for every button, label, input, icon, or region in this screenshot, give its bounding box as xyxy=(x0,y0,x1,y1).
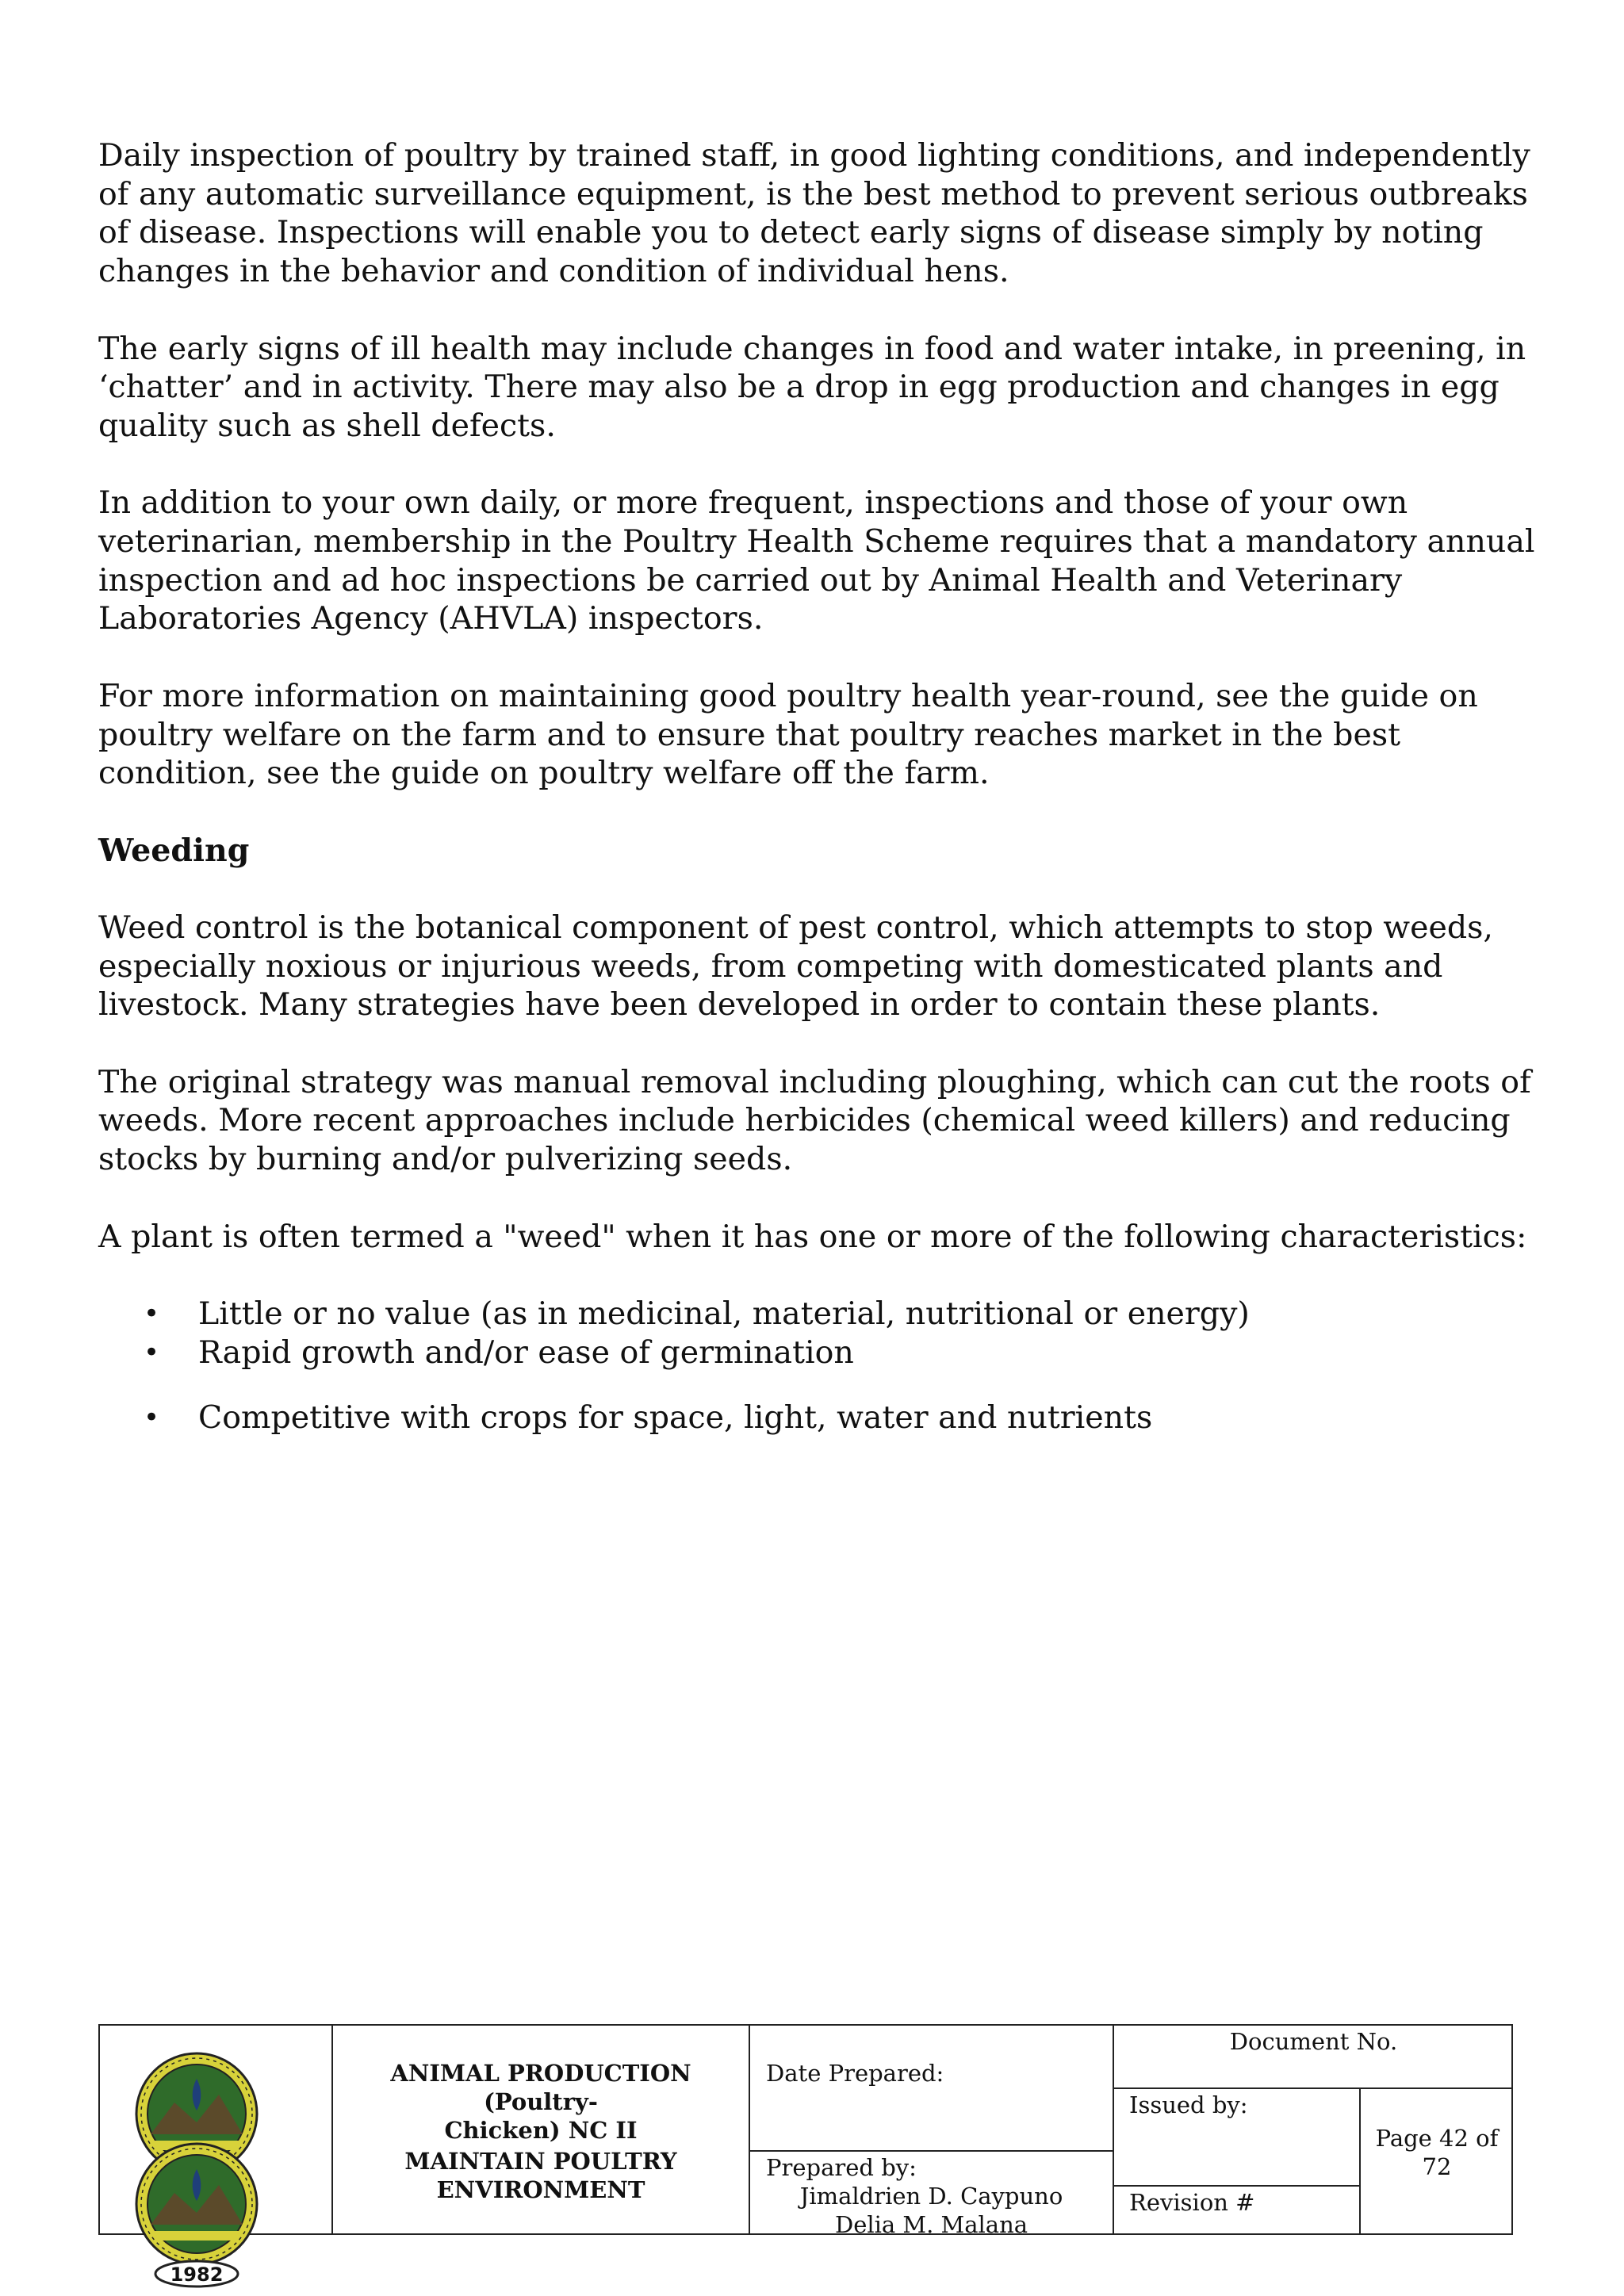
list-item: • Little or no value (as in medicinal, material, nutritional or energy) xyxy=(144,1295,1250,1332)
date-prepared-label: Date Prepared: xyxy=(766,2060,944,2087)
preparer-names: Jimaldrien D. Caypuno Delia M. Malana xyxy=(799,2183,1063,2238)
footer-course-title: ANIMAL PRODUCTION (Poultry- Chicken) NC II xyxy=(390,2060,691,2144)
document-number-label: Document No. xyxy=(1229,2028,1398,2055)
paragraph-health-scheme: In addition to your own daily, or more frequent, inspections and those of your own veterinarian, membership in the Poultry Health Scheme requires that a mandatory annual inspection and ad hoc inspections be carried out by Animal Health and Veterinary Laboratories Agency (AHVLA) inspectors. xyxy=(98,484,1535,637)
paragraph-daily-inspection: Daily inspection of poultry by trained staff, in good lighting conditions, and independently of any automatic surveillance equipment, is the best method to prevent serious outbreaks of disease. Inspections will enable you to detect early signs of disease simply by noting changes in the behavior and condition of individual hens. xyxy=(98,137,1530,290)
footer-divider xyxy=(1113,2185,1359,2187)
paragraph-weed-control: Weed control is the botanical component of pest control, which attempts to stop weeds, especially noxious or injurious weeds, from competing with domesticated plants and livestock. Many strategies have been developed in order to contain these plants. xyxy=(98,909,1493,1024)
document-body xyxy=(98,136,1542,1437)
footer-module-title: MAINTAIN POULTRY ENVIRONMENT xyxy=(404,2148,677,2203)
school-seal-icon xyxy=(119,2137,274,2296)
footer-divider xyxy=(749,2150,1113,2152)
footer-divider xyxy=(1113,2087,1513,2089)
bullet-glyph: • xyxy=(144,1297,160,1330)
bullet-glyph: • xyxy=(144,1402,160,1434)
prepared-by-label: Prepared by: xyxy=(766,2154,917,2181)
issued-by-label: Issued by: xyxy=(1129,2091,1248,2118)
revision-label: Revision # xyxy=(1129,2189,1255,2216)
page-number: Page 42 of 72 xyxy=(1375,2125,1499,2180)
document-footer-table xyxy=(98,2024,1513,2238)
paragraph-weed-definition: A plant is often termed a "weed" when it has one or more of the following characteristics: xyxy=(98,1218,1527,1255)
section-heading-weeding: Weeding xyxy=(98,832,250,869)
list-item: • Rapid growth and/or ease of germination xyxy=(144,1334,854,1371)
weed-characteristics-list xyxy=(98,1295,1542,1437)
footer-divider xyxy=(1113,2026,1114,2233)
seal-year: 1982 xyxy=(170,2263,224,2286)
list-item: • Competitive with crops for space, light, water and nutrients xyxy=(144,1399,1153,1437)
paragraph-more-information: For more information on maintaining good poultry health year-round, see the guide on poultry welfare on the farm and to ensure that poultry reaches market in the best condition, see the guide on poultry welfare off the farm. xyxy=(98,677,1478,792)
paragraph-original-strategy: The original strategy was manual removal including ploughing, which can cut the roots of weeds. More recent approaches include herbicides (chemical weed killers) and reducing stocks by burning and/or pulverizing seeds. xyxy=(98,1063,1531,1178)
paragraph-early-signs: The early signs of ill health may include changes in food and water intake, in preening, in ‘chatter’ and in activity. There may also be a drop in egg production and changes in egg quality such as shell defects. xyxy=(98,330,1526,444)
bullet-glyph: • xyxy=(144,1336,160,1368)
